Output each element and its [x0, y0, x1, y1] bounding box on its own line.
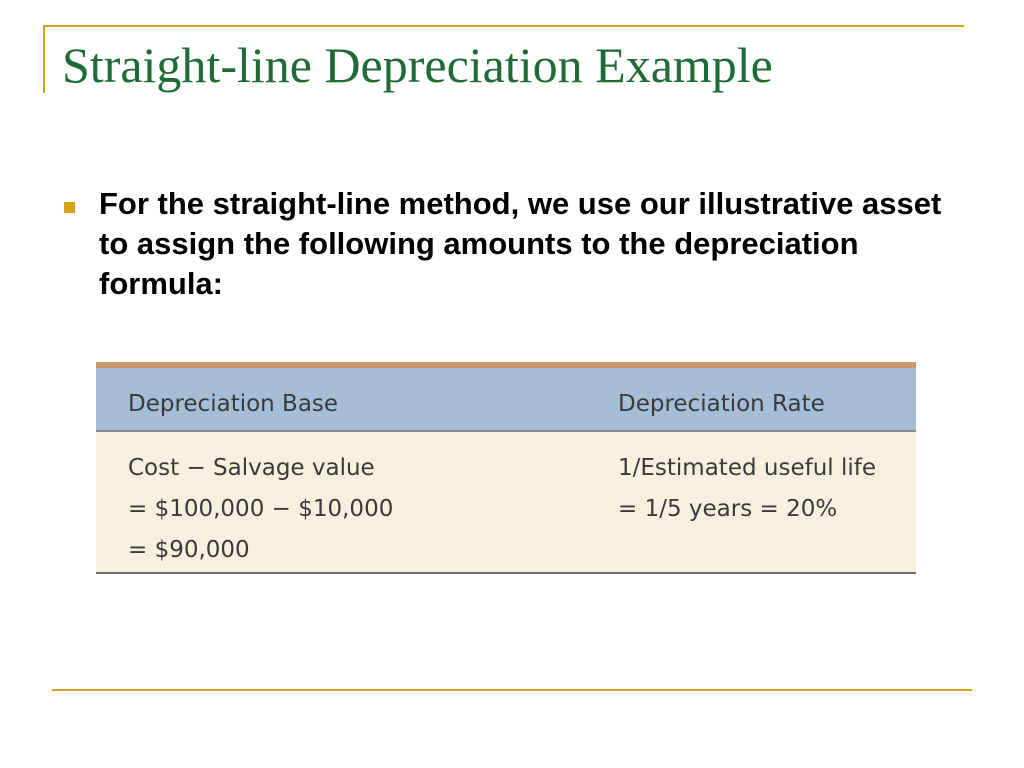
- header-depreciation-base: Depreciation Base: [128, 391, 339, 417]
- square-bullet-icon: [64, 202, 75, 213]
- table-body-row: [96, 432, 916, 574]
- bullet-text: For the straight-line method, we use our illustrative asset to assign the following amounts to the depreciation formula:: [99, 186, 942, 301]
- depreciation-table: [96, 362, 916, 574]
- rate-line: 1/Estimated useful life: [618, 455, 876, 481]
- header-depreciation-rate: Depreciation Rate: [618, 391, 825, 417]
- table-header-row: [96, 368, 916, 432]
- slide-title: Straight-line Depreciation Example: [62, 37, 773, 93]
- base-cell: [128, 448, 393, 571]
- rate-line: = 1/5 years = 20%: [618, 496, 838, 522]
- base-line: = $100,000 − $10,000: [128, 496, 394, 522]
- frame-top-line: [43, 25, 964, 27]
- rate-cell: [618, 448, 876, 530]
- frame-bottom-line: [52, 689, 972, 691]
- base-line: = $90,000: [128, 537, 250, 563]
- frame-left-line: [43, 25, 45, 93]
- base-line: Cost − Salvage value: [128, 455, 375, 481]
